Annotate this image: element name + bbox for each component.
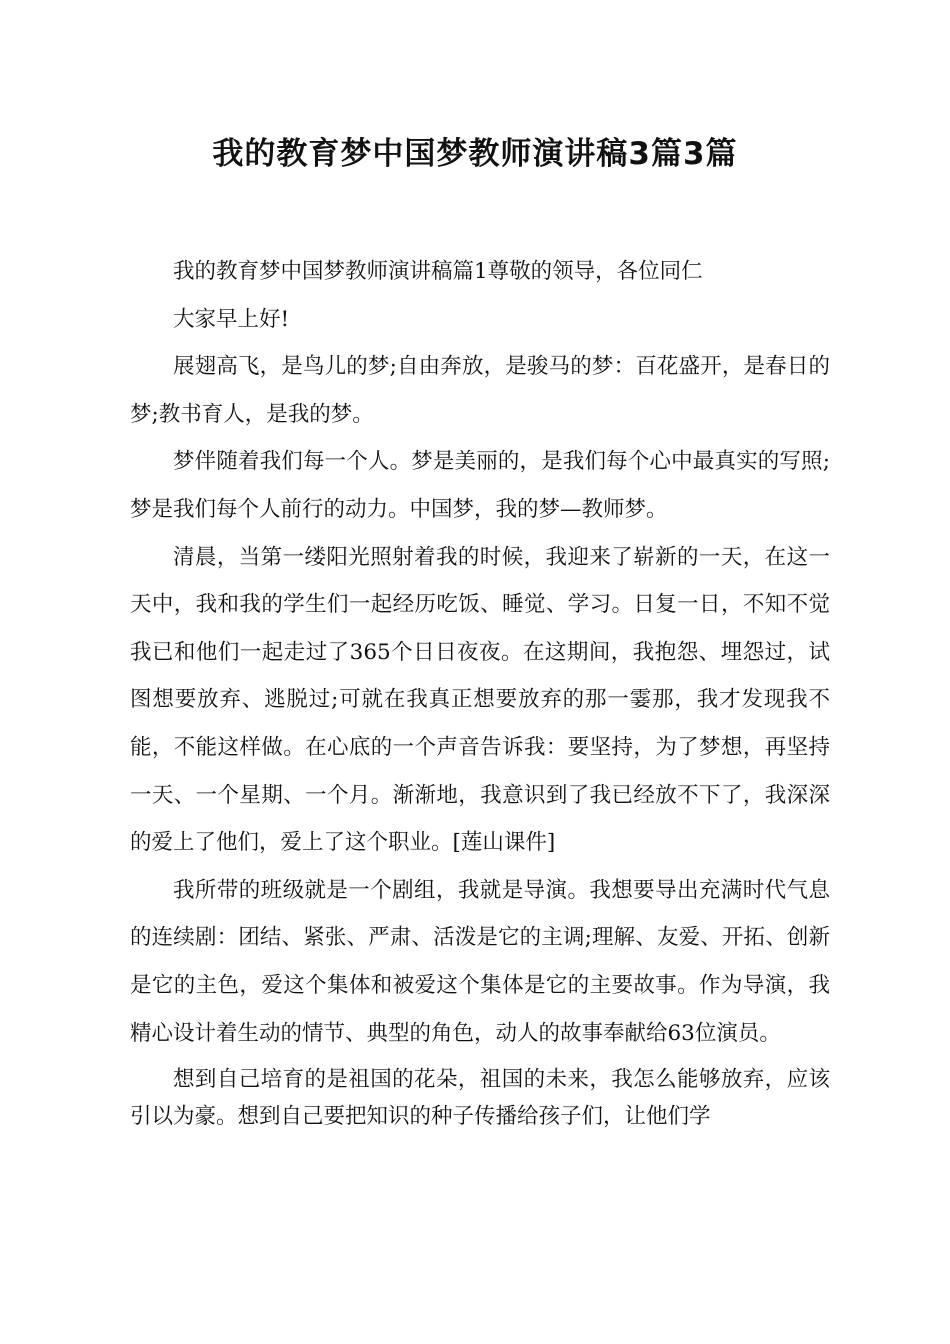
paragraph-morning-story: 清晨，当第一缕阳光照射着我的时候，我迎来了崭新的一天，在这一天中，我和我的学生们一起经历吃饭、睡觉、学习。日复一日，不知不觉我已和他们一起走过了365个日日夜夜。在这期间，我抱怨、埋怨过，试图想要放弃、逃脱过;可就在我真正想要放弃的那一霎那，我才发现我不能，不能这样做。在心底的一个声音告诉我：要坚持，为了梦想，再坚持一天、一个星期、一个月。渐渐地，我意识到了我已经放不下了，我深深的爱上了他们，爱上了这个职业。[莲山课件] (130, 544, 830, 856)
paragraph-good-morning: 大家早上好! (173, 306, 290, 332)
paragraph-future-flowers: 想到自己培育的是祖国的花朵，祖国的未来，我怎么能够放弃，应该引以为豪。想到自己要把知识的种子传播给孩子们，让他们学 (130, 1067, 830, 1130)
document-body (130, 248, 830, 1135)
paragraph-class-director: 我所带的班级就是一个剧组，我就是导演。我想要导出充满时代气息的连续剧：团结、紧张、严肃、活泼是它的主调;理解、友爱、开拓、创新是它的主色，爱这个集体和被爱这个集体是它的主要故事。作为导演，我精心设计着生动的情节、典型的角色，动人的故事奉献给63位演员。 (130, 877, 830, 1046)
document-title: 我的教育梦中国梦教师演讲稿3篇3篇 (212, 136, 738, 172)
paragraph-dreams: 展翅高飞，是鸟儿的梦;自由奔放，是骏马的梦：百花盛开，是春日的梦;教书育人，是我的梦。 (130, 354, 830, 427)
paragraph-greeting-line: 我的教育梦中国梦教师演讲稿篇1尊敬的领导，各位同仁 (173, 259, 703, 284)
paragraph-dream-companion: 梦伴随着我们每一个人。梦是美丽的，是我们每个心中最真实的写照;梦是我们每个人前行的动力。中国梦，我的梦—教师梦。 (130, 449, 830, 522)
